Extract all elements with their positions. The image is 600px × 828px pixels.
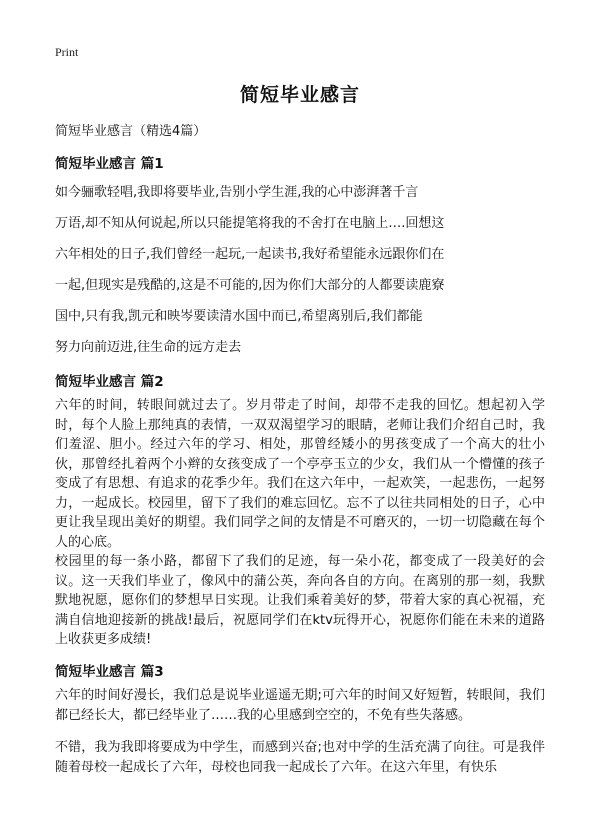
section-1-line: 国中,只有我,凯元和映岑要读清水国中而已,希望离别后,我们都能 [55,309,423,324]
section-heading-2: 简短毕业感言 篇2 [55,374,164,390]
section-1-line: 万语,却不知从何说起,所以只能提笔将我的不舍打在电脑上….回想这 [55,216,445,231]
section-3-paragraph: 六年的时间好漫长，我们总是说毕业遥遥无期;可六年的时间又好短暂，转眼间，我们都已经长大，都已经毕业了……我的心里感到空空的，不免有些失落感。 [55,688,545,723]
section-1-line: 努力向前迈进,往生命的远方走去 [55,340,242,355]
section-heading-3: 简短毕业感言 篇3 [55,664,164,680]
section-1-line: 如今骊歌轻唱,我即将要毕业,告别小学生涯,我的心中澎湃著千言 [55,185,419,200]
section-heading-1: 简短毕业感言 篇1 [55,156,164,172]
section-1-line: 六年相处的日子,我们曾经一起玩,一起读书,我好希望能永远跟你们在 [55,247,445,262]
print-label[interactable]: Print [55,45,79,59]
section-2-paragraph: 校园里的每一条小路，都留下了我们的足迹，每一朵小花，都变成了一段美好的会议。这一天我们毕业了，像风中的蒲公英，奔向各自的方向。在离别的那一刻，我默默地祝愿，愿你们的梦想早日实现。让我们乘着美好的梦，带着大家的真心祝福，充满自信地迎接新的挑战!最后，祝愿同学们在ktv玩得开心，祝愿你们能在未来的道路上收获更多成绩! [55,554,545,647]
section-1-line: 一起,但现实是残酷的,这是不可能的,因为你们大部分的人都要读鹿寮 [55,278,445,293]
document-subtitle: 简短毕业感言（精选4篇） [55,124,207,139]
section-2-paragraph: 六年的时间，转眼间就过去了。岁月带走了时间，却带不走我的回忆。想起初入学时，每个人脸上那纯真的表情，一双双渴望学习的眼睛，老师让我们介绍自己时，我们羞涩、胆小。经过六年的学习、相处，那曾经矮小的男孩变成了一个高大的壮小伙，那曾经扎着两个小辫的女孩变成了一个亭亭玉立的少女，我们从一个懵懂的孩子变成了有思想、有追求的花季少年。我们在这六年中，一起欢笑，一起悲伤，一起努力，一起成长。校园里，留下了我们的难忘回忆。忘不了以往共同相处的日子，心中更让我呈现出美好的期望。我们同学之间的友情是不可磨灭的，一切一切隐藏在每个人的心底。 [55,398,545,550]
document-title: 简短毕业感言 [239,84,360,106]
section-3-paragraph: 不错，我为我即将要成为中学生，而感到兴奋;也对中学的生活充满了向往。可是我伴随着母校一起成长了六年，母校也同我一起成长了六年。在这六年里，有快乐 [55,740,545,775]
